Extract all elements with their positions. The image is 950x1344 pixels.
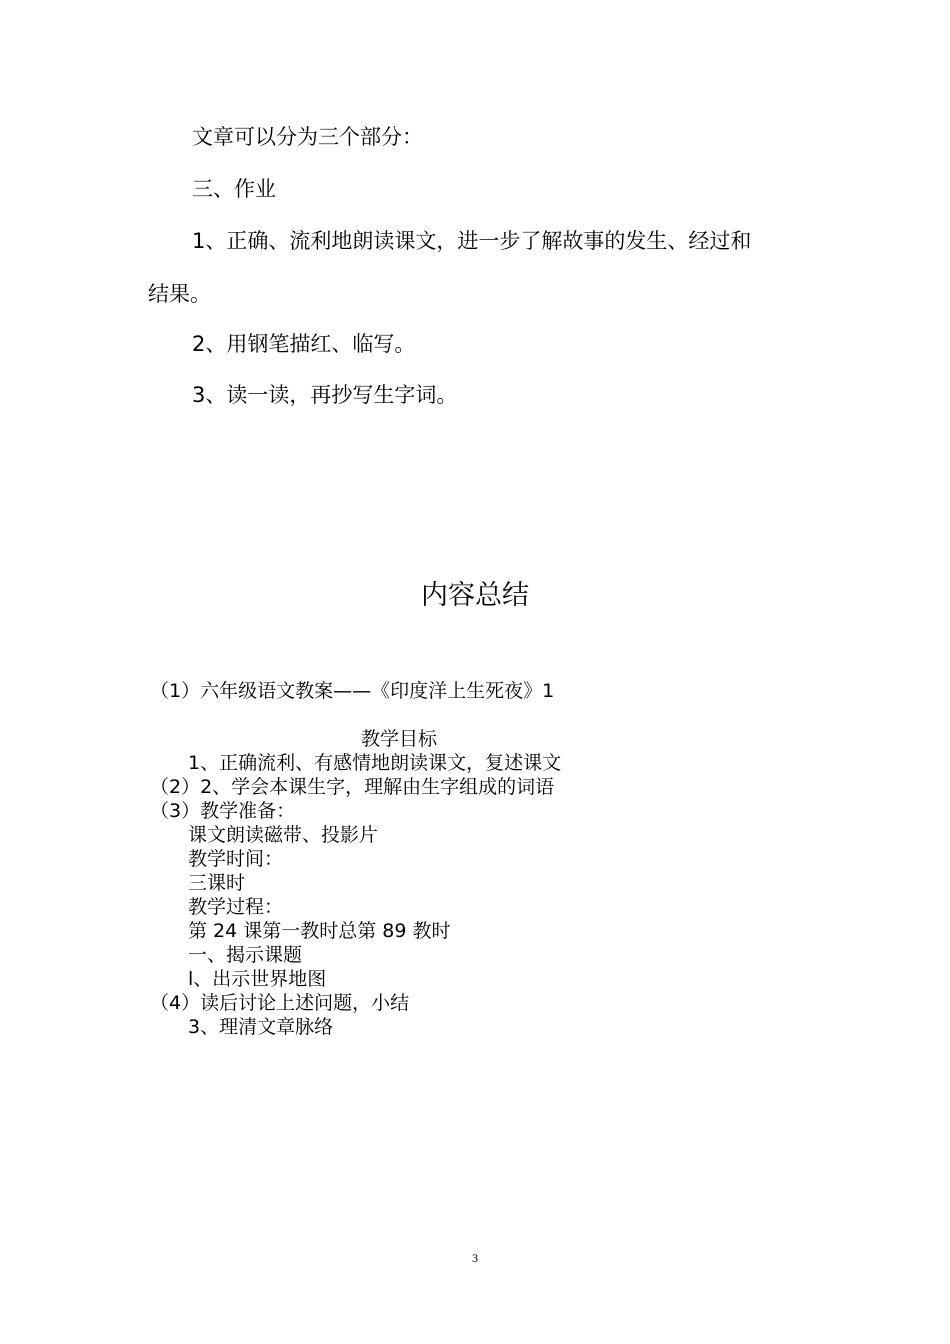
summary-line-5: （3）教学准备：: [150, 800, 296, 822]
summary-line-12: l、出示世界地图: [188, 968, 327, 990]
body-line-1: 文章可以分为三个部分：: [192, 125, 423, 149]
summary-heading: 内容总结: [421, 580, 529, 611]
summary-line-2: 教学目标: [361, 728, 438, 750]
summary-line-7: 教学时间：: [188, 848, 284, 870]
summary-line-8: 三课时: [188, 872, 246, 894]
summary-line-4: （2）2、学会本课生字，理解由生字组成的词语: [150, 776, 555, 798]
summary-line-14: 3、理清文章脉络: [188, 1016, 334, 1038]
summary-line-6: 课文朗读磁带、投影片: [188, 824, 379, 846]
summary-line-13: （4）读后讨论上述问题，小结: [150, 992, 410, 1014]
page-number: 3: [472, 1251, 478, 1265]
summary-line-11: 一、揭示课题: [188, 944, 303, 966]
summary-line-1: （1）六年级语文教案——《印度洋上生死夜》1: [150, 680, 555, 702]
body-line-3: 1、正确、流利地朗读课文，进一步了解故事的发生、经过和: [192, 229, 752, 253]
body-line-5: 2、用钢笔描红、临写。: [192, 332, 416, 356]
body-line-4: 结果。: [148, 282, 211, 306]
body-line-6: 3、读一读，再抄写生字词。: [192, 383, 458, 407]
summary-line-3: 1、正确流利、有感情地朗读课文，复述课文: [188, 752, 562, 774]
summary-line-9: 教学过程：: [188, 896, 284, 918]
summary-line-10: 第 24 课第一教时总第 89 教时: [188, 920, 451, 942]
body-line-2: 三、作业: [192, 177, 276, 201]
